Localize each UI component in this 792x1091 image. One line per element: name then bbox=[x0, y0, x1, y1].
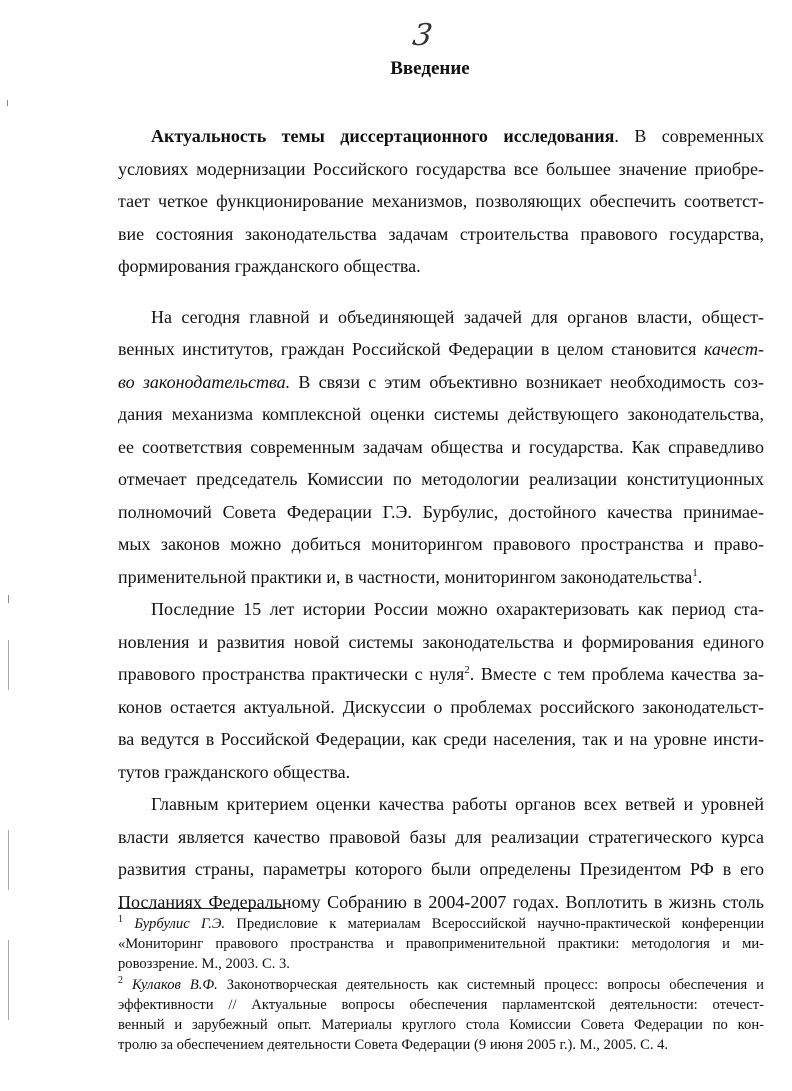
footnote-line bbox=[118, 1015, 764, 1035]
text: отмечает председатель Комиссии по методологии реализации конституционных bbox=[118, 469, 764, 489]
page-title: Введение bbox=[390, 58, 470, 79]
footnotes bbox=[118, 914, 764, 1055]
footnote bbox=[118, 975, 764, 1056]
text-line bbox=[118, 431, 764, 464]
text-line bbox=[118, 626, 764, 659]
text: . В современных bbox=[614, 126, 764, 146]
text: новления и развития новой системы законодательства и формирования единого bbox=[118, 631, 764, 652]
text-line bbox=[118, 250, 764, 283]
text: мых законов можно добиться мониторингом правового пространства и право- bbox=[118, 534, 764, 554]
text-line bbox=[118, 593, 764, 626]
scan-artifact bbox=[8, 640, 9, 690]
text: тролю за обеспечением деятельности Совета Федерации (9 июня 2005 г.). М., 2005. С. 4. bbox=[118, 1037, 669, 1054]
footnote-line bbox=[118, 914, 764, 934]
text: Законотворческая деятельность как системный процесс: вопросы обеспечения и bbox=[217, 976, 764, 993]
text-line bbox=[118, 821, 764, 854]
text-line bbox=[118, 756, 764, 789]
text: Посланиях Федеральному Собранию в 2004-2007 годах. Воплотить в жизнь столь bbox=[118, 891, 764, 912]
italic-text: Бурбулис Г.Э. bbox=[134, 916, 226, 932]
text: применительной практики и, в частности, мониторингом законодательства bbox=[118, 566, 693, 587]
text: На сегодня главной и объединяющей задачей для органов власти, общест- bbox=[151, 306, 764, 327]
text-line bbox=[118, 333, 764, 366]
text: правового пространства практически с нуля bbox=[118, 664, 465, 684]
text: ва ведутся в Российской Федерации, как среди населения, так и на уровне инсти- bbox=[118, 729, 764, 749]
scan-artifact bbox=[7, 100, 8, 106]
text: конов остается актуальной. Дискуссии о проблемах российского законодательст- bbox=[118, 696, 764, 717]
text: власти является качество правовой базы для реализации стратегического курса bbox=[118, 826, 764, 847]
footnote-marker: 2 bbox=[464, 664, 470, 676]
text-line bbox=[118, 366, 764, 399]
text: В связи с этим объективно возникает необходимость соз- bbox=[290, 371, 765, 392]
text-line bbox=[118, 496, 764, 529]
text: Последние 15 лет истории России можно охарактеризовать как период ста- bbox=[151, 599, 764, 619]
footnote-line bbox=[118, 934, 764, 954]
text-line bbox=[118, 301, 764, 334]
text: формирования гражданского общества. bbox=[118, 256, 421, 276]
text: Предисловие к материалам Всероссийской научно-практической конференции bbox=[225, 916, 765, 932]
scan-artifact bbox=[8, 830, 9, 890]
text-line bbox=[118, 528, 764, 561]
text-line bbox=[118, 463, 764, 496]
text-line bbox=[118, 153, 764, 186]
text-line bbox=[118, 853, 764, 886]
footnote-line bbox=[118, 1035, 764, 1055]
italic-text: качест- bbox=[703, 339, 764, 359]
paragraph bbox=[118, 593, 764, 788]
footnote-line bbox=[118, 954, 764, 974]
text-line bbox=[118, 185, 764, 218]
text: . Вместе с тем проблема качества за- bbox=[469, 664, 764, 684]
text: Главным критерием оценки качества работы органов всех ветвей и уровней bbox=[151, 794, 764, 814]
text: . bbox=[697, 566, 703, 587]
scan-artifact bbox=[8, 940, 9, 1020]
text-line bbox=[118, 218, 764, 251]
text: ее соответствия современным задачам общества и государства. Как справедливо bbox=[118, 436, 764, 457]
scan-artifact bbox=[8, 595, 9, 603]
footnote-line bbox=[118, 975, 764, 995]
text: венных институтов, граждан Российской Федерации в целом становится bbox=[118, 339, 704, 359]
text-line bbox=[118, 561, 764, 594]
paragraph bbox=[118, 788, 764, 918]
text-line bbox=[118, 691, 764, 724]
italic-text: во законодательства. bbox=[118, 371, 291, 392]
footnote-marker: 2 bbox=[118, 974, 123, 986]
footnote bbox=[118, 914, 764, 975]
italic-text: Кулаков В.Ф. bbox=[131, 976, 218, 993]
text: эффективности // Актуальные вопросы обеспечения парламентской деятельности: отечест- bbox=[118, 996, 764, 1013]
text: венный и зарубежный опыт. Материалы круглого стола Комиссии Совета Федерации по кон- bbox=[118, 1016, 764, 1033]
handwritten-page-number: 3 bbox=[410, 18, 435, 53]
text: ровоззрение. М., 2003. С. 3. bbox=[118, 956, 290, 973]
text: вие состояния законодательства задачам строительства правового государства, bbox=[118, 223, 764, 244]
text-line bbox=[118, 723, 764, 756]
text: тутов гражданского общества. bbox=[118, 761, 351, 782]
paragraph bbox=[118, 120, 764, 283]
footnote-marker: 1 bbox=[692, 566, 698, 579]
text: развития страны, параметры которого были определены Президентом РФ в его bbox=[118, 859, 764, 879]
paragraph bbox=[118, 301, 764, 594]
text-line bbox=[118, 658, 764, 691]
text: «Мониторинг правового пространства и правоприменительной практики: методология и ми- bbox=[118, 936, 764, 953]
text bbox=[123, 916, 134, 932]
text-line bbox=[118, 120, 764, 153]
text bbox=[123, 977, 132, 993]
document-body bbox=[118, 120, 764, 918]
text: дания механизма комплексной оценки системы действующего законодательства, bbox=[118, 404, 764, 424]
text: условиях модернизации Российского государства все большее значение приобре- bbox=[118, 158, 764, 179]
footnote-separator bbox=[118, 908, 286, 909]
text-line bbox=[118, 788, 764, 821]
footnote-marker: 1 bbox=[118, 914, 123, 925]
text: полномочий Совета Федерации Г.Э. Бурбулис, достойного качества принимае- bbox=[118, 501, 764, 522]
text-line bbox=[118, 398, 764, 431]
text: тает четкое функционирование механизмов, позволяющих обеспечить соответст- bbox=[118, 191, 764, 211]
footnote-line bbox=[118, 995, 764, 1015]
bold-text: Актуальность темы диссертационного исследования bbox=[151, 126, 615, 146]
